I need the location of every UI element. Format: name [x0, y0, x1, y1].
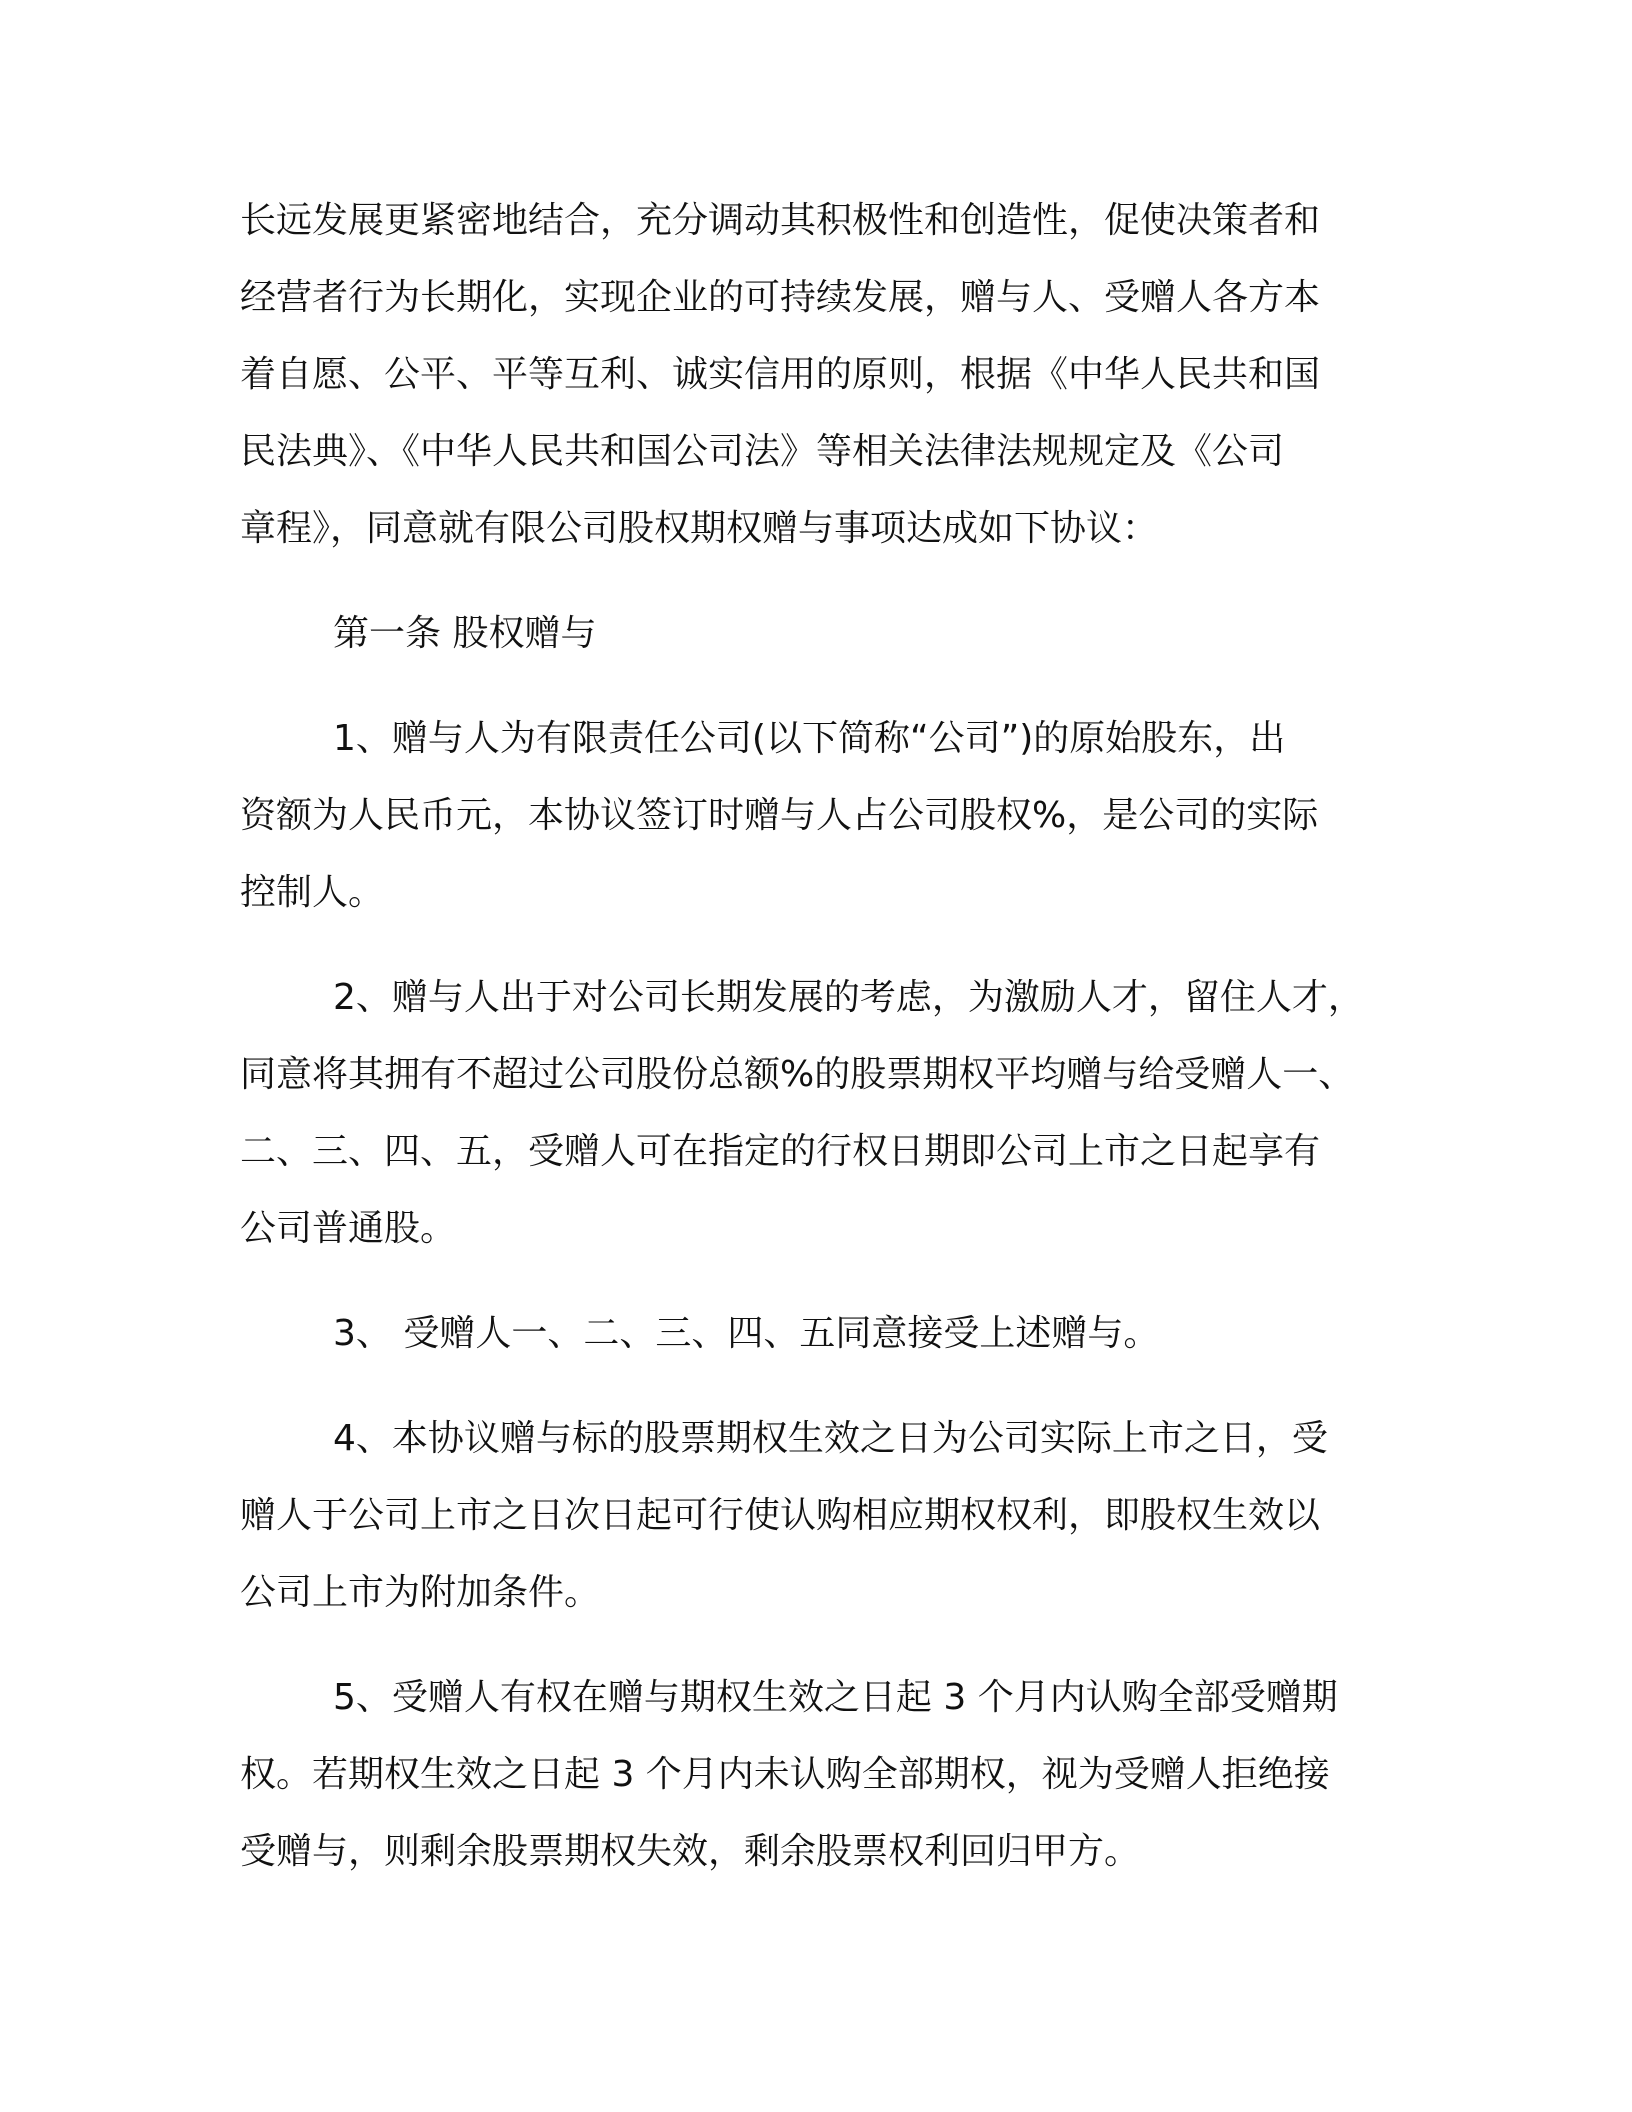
text-line: 2、赠与人出于对公司长期发展的考虑，为激励人才，留住人才，	[333, 977, 1364, 1018]
clause-4-paragraph	[240, 1400, 1360, 1631]
document-body	[240, 182, 1364, 1918]
text-line: 长远发展更紧密地结合，充分调动其积极性和创造性，促使决策者和	[240, 200, 1321, 241]
text-line: 同意将其拥有不超过公司股份总额%的股票期权平均赠与给受赠人一、	[240, 1054, 1355, 1095]
text-line: 权。若期权生效之日起 3 个月内未认购全部期权，视为受赠人拒绝接	[240, 1754, 1330, 1795]
text-line: 着自愿、公平、平等互利、诚实信用的原则，根据《中华人民共和国	[240, 354, 1321, 395]
text-line: 公司普通股。	[240, 1208, 457, 1249]
text-line: 经营者行为长期化，实现企业的可持续发展，赠与人、受赠人各方本	[240, 277, 1321, 318]
text-line: 5、受赠人有权在赠与期权生效之日起 3 个月内认购全部受赠期	[333, 1677, 1338, 1718]
text-line: 1、赠与人为有限责任公司(以下简称“公司”)的原始股东，出	[333, 718, 1286, 759]
intro-paragraph	[240, 182, 1360, 567]
clause-5-paragraph	[240, 1659, 1360, 1890]
text-line: 资额为人民币元，本协议签订时赠与人占公司股权%，是公司的实际	[240, 795, 1319, 836]
text-line: 控制人。	[240, 872, 385, 913]
text-line: 4、本协议赠与标的股票期权生效之日为公司实际上市之日，受	[333, 1418, 1328, 1459]
clause-3-paragraph	[240, 1295, 1360, 1372]
clause-2-paragraph	[240, 959, 1364, 1267]
text-line: 民法典》、《中华人民共和国公司法》等相关法律法规规定及《公司	[240, 431, 1285, 472]
text-line: 赠人于公司上市之日次日起可行使认购相应期权权利，即股权生效以	[240, 1495, 1321, 1536]
text-line: 3、 受赠人一、二、三、四、五同意接受上述赠与。	[333, 1313, 1160, 1354]
text-line: 受赠与，则剩余股票期权失效，剩余股票权利回归甲方。	[240, 1831, 1141, 1872]
article-heading: 第一条 股权赠与	[333, 613, 597, 654]
clause-1-paragraph	[240, 700, 1360, 931]
text-line: 章程》，同意就有限公司股权期权赠与事项达成如下协议：	[240, 508, 1159, 549]
text-line: 二、三、四、五，受赠人可在指定的行权日期即公司上市之日起享有	[240, 1131, 1321, 1172]
text-line: 公司上市为附加条件。	[240, 1572, 601, 1613]
